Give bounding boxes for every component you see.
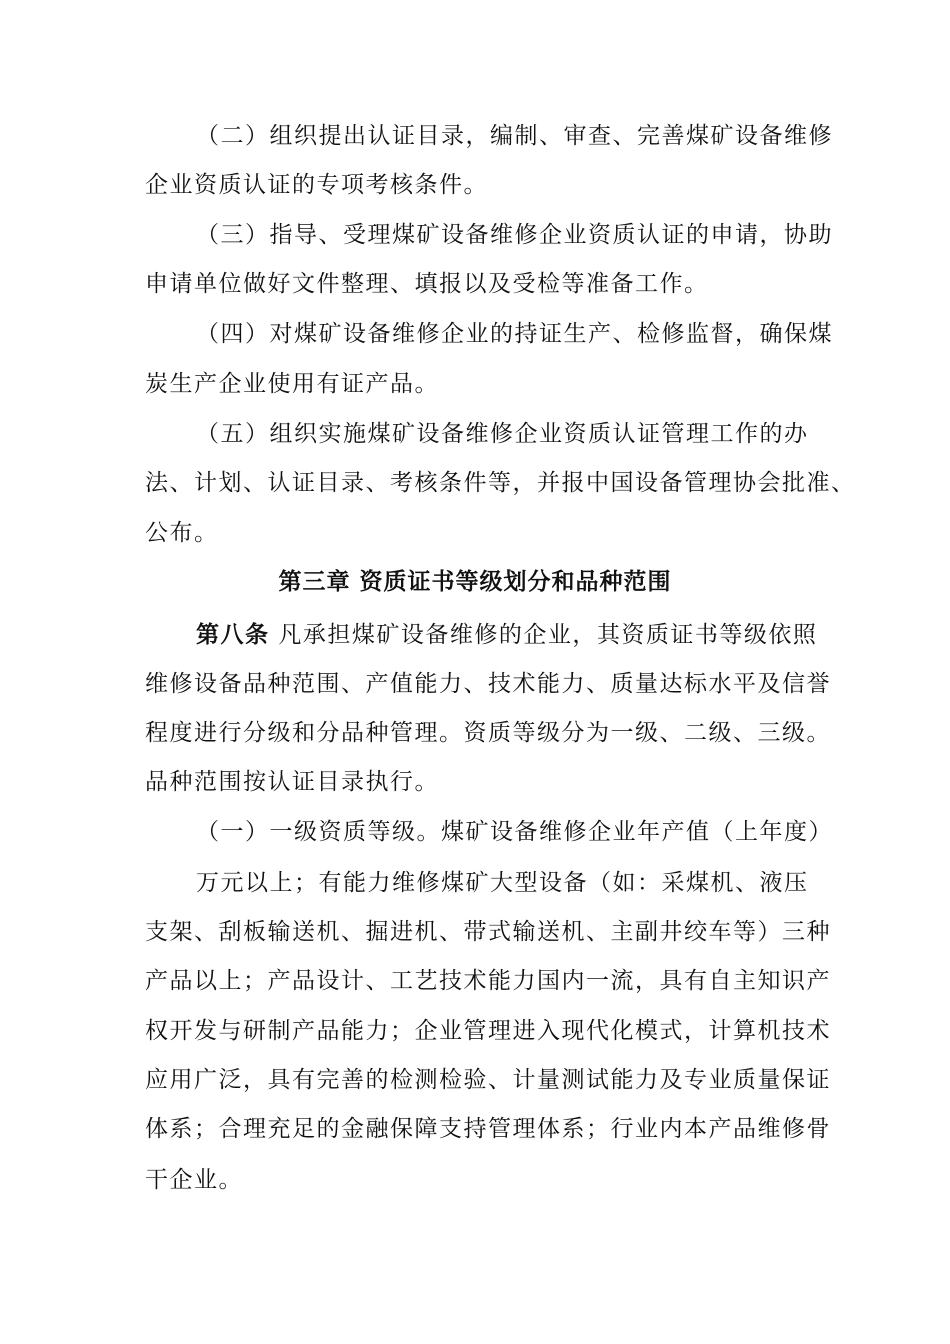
paragraph-line: 权开发与研制产品能力；企业管理进入现代化模式，计算机技术 <box>145 1018 831 1044</box>
paragraph-line: （三）指导、受理煤矿设备维修企业资质认证的申请，协助 <box>196 222 833 248</box>
chapter-heading: 第三章 资质证书等级划分和品种范围 <box>278 569 672 595</box>
paragraph-line: （五）组织实施煤矿设备维修企业资质认证管理工作的办 <box>196 421 809 447</box>
paragraph-line: 万元以上；有能力维修煤矿大型设备（如：采煤机、液压 <box>196 870 809 896</box>
paragraph-line: 干企业。 <box>145 1167 243 1193</box>
paragraph-line: 应用广泛，具有完善的检测检验、计量测试能力及专业质量保证 <box>145 1067 831 1093</box>
paragraph-line: （一）一级资质等级。煤矿设备维修企业年产值（上年度） <box>196 819 833 845</box>
paragraph-line: 企业资质认证的专项考核条件。 <box>145 172 488 198</box>
paragraph-line: 程度进行分级和分品种管理。资质等级分为一级、二级、三级。 <box>145 720 831 746</box>
paragraph-line: 产品以上；产品设计、工艺技术能力国内一流，具有自主知识产 <box>145 968 831 994</box>
paragraph-line: （四）对煤矿设备维修企业的持证生产、检修监督，确保煤 <box>196 321 833 347</box>
paragraph-line: 品种范围按认证目录执行。 <box>145 769 439 795</box>
paragraph-line: 炭生产企业使用有证产品。 <box>145 371 439 397</box>
paragraph-line: 公布。 <box>145 520 219 546</box>
paragraph-line: 法、计划、认证目录、考核条件等，并报中国设备管理协会批准、 <box>145 470 856 496</box>
paragraph-line: 申请单位做好文件整理、填报以及受检等准备工作。 <box>145 271 709 297</box>
paragraph-line: 支架、刮板输送机、掘进机、带式输送机、主副井绞车等）三种 <box>145 919 831 945</box>
article-first-line-text: 凡承担煤矿设备维修的企业，其资质证书等级依照 <box>278 622 818 648</box>
paragraph-line: 维修设备品种范围、产值能力、技术能力、质量达标水平及信誉 <box>145 671 831 697</box>
article-first-line <box>196 620 817 650</box>
paragraph-line: 体系；合理充足的金融保障支持管理体系；行业内本产品维修骨 <box>145 1116 831 1142</box>
paragraph-line: （二）组织提出认证目录，编制、审查、完善煤矿设备维修 <box>196 123 833 149</box>
article-label: 第八条 <box>196 622 270 648</box>
